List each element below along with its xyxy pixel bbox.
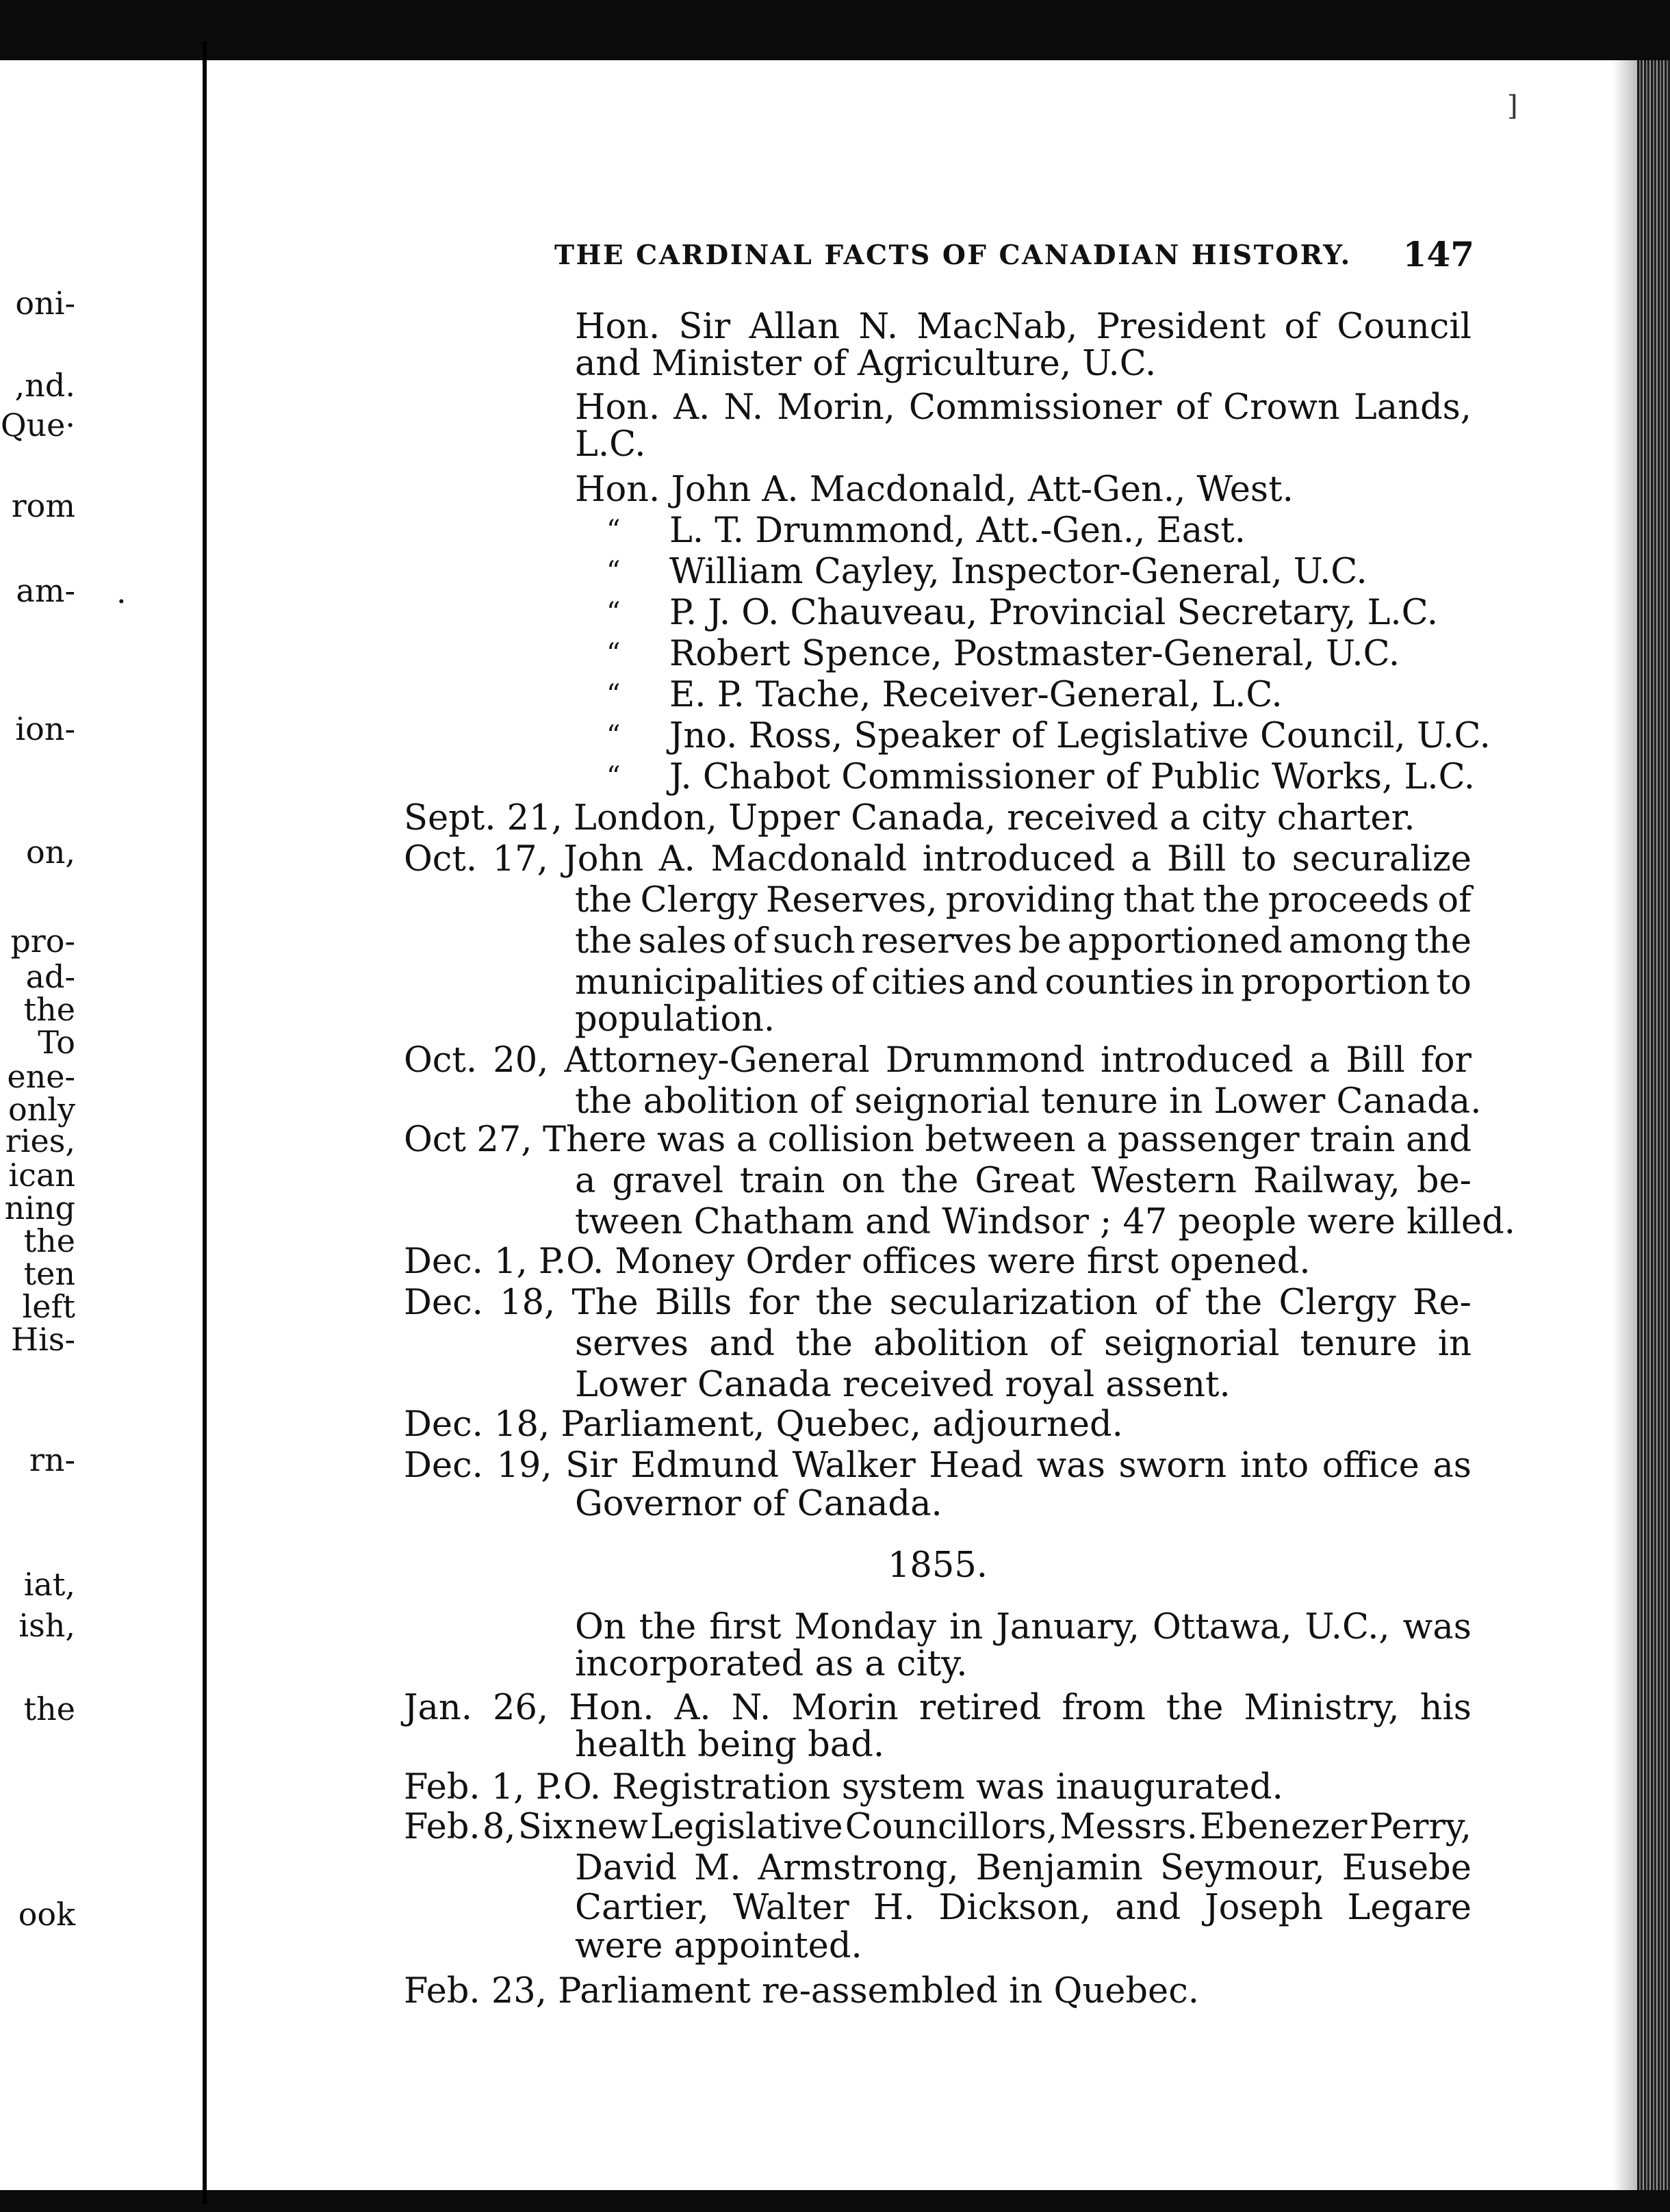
word: Hon. bbox=[575, 307, 660, 347]
word: Oct bbox=[404, 1120, 466, 1160]
text-line: P. J. O. Chauveau, Provincial Secretary, L.C. bbox=[669, 593, 1438, 633]
word: H. bbox=[873, 1888, 915, 1928]
word: Lands, bbox=[1353, 387, 1472, 428]
facing-page-fragment: pro- bbox=[10, 923, 75, 960]
word: John bbox=[563, 839, 644, 879]
text-line: William Cayley, Inspector-General, U.C. bbox=[669, 552, 1367, 592]
word: of bbox=[830, 962, 865, 1003]
text-line: Sept. 21, London, Upper Canada, received a city charter. bbox=[404, 798, 1415, 838]
facing-page-fragment: the bbox=[23, 1690, 75, 1727]
word: Commissioner bbox=[908, 387, 1162, 428]
text-line: Hon. John A. Macdonald, Att-Gen., West. bbox=[575, 470, 1294, 510]
word: of bbox=[1049, 1324, 1083, 1364]
word: Sir bbox=[565, 1445, 617, 1486]
word: President bbox=[1096, 307, 1266, 347]
word: the bbox=[1166, 1688, 1224, 1728]
text-line bbox=[575, 307, 1472, 348]
word: Oct. bbox=[404, 1040, 478, 1081]
word: Clergy bbox=[640, 880, 758, 921]
word: 20, bbox=[493, 1040, 549, 1081]
word: new bbox=[574, 1807, 648, 1847]
ditto-mark: “ bbox=[606, 597, 621, 628]
facing-page-fragment: rom bbox=[11, 487, 75, 524]
word: David bbox=[575, 1848, 678, 1888]
text-line bbox=[575, 880, 1472, 921]
word: Railway, bbox=[1252, 1161, 1400, 1201]
word: Great bbox=[975, 1161, 1075, 1201]
text-line bbox=[404, 1283, 1472, 1324]
word: his bbox=[1420, 1688, 1472, 1728]
word: There bbox=[542, 1120, 647, 1160]
word: a bbox=[736, 1120, 758, 1160]
word: the bbox=[1414, 921, 1472, 962]
word: Oct. bbox=[404, 839, 478, 879]
word: to bbox=[1436, 962, 1472, 1003]
text-line: were appointed. bbox=[575, 1926, 862, 1966]
facing-page-fragment: on, bbox=[26, 834, 75, 871]
year-heading: 1855. bbox=[887, 1545, 988, 1586]
word: Morin bbox=[791, 1688, 899, 1728]
text-line: J. Chabot Commissioner of Public Works, L.C. bbox=[669, 757, 1476, 797]
word: of bbox=[732, 921, 767, 962]
facing-page-fragment: ad- bbox=[25, 958, 75, 995]
word: municipalities bbox=[575, 962, 825, 1003]
word: Armstrong, bbox=[758, 1848, 959, 1888]
word: of bbox=[1154, 1283, 1189, 1323]
word: Drummond bbox=[885, 1040, 1085, 1081]
text-line: Dec. 1, P.O. Money Order offices were first opened. bbox=[404, 1242, 1311, 1282]
word: Legare bbox=[1347, 1888, 1472, 1928]
word: on bbox=[841, 1161, 885, 1201]
text-line bbox=[575, 1848, 1472, 1889]
word: that bbox=[1123, 880, 1195, 921]
word: MacNab, bbox=[916, 307, 1078, 347]
word: train bbox=[1310, 1120, 1396, 1160]
text-line: L.C. bbox=[575, 424, 646, 465]
facing-page-fragment: rn- bbox=[29, 1441, 75, 1478]
facing-page-fragment: am- bbox=[16, 572, 75, 609]
facing-page-fragment: ,nd. bbox=[14, 367, 75, 404]
word: a bbox=[1130, 839, 1152, 879]
word: into bbox=[1239, 1445, 1309, 1486]
text-line: Jno. Ross, Speaker of Legislative Council, U.C. bbox=[669, 716, 1491, 756]
word: and bbox=[972, 962, 1038, 1003]
word: proportion bbox=[1241, 962, 1430, 1003]
text-line bbox=[575, 387, 1472, 428]
word: N. bbox=[723, 387, 764, 428]
ditto-mark: “ bbox=[606, 761, 621, 793]
text-line: Governor of Canada. bbox=[575, 1484, 942, 1524]
text-line: health being bad. bbox=[575, 1725, 885, 1765]
ditto-mark: “ bbox=[606, 556, 621, 587]
word: Cartier, bbox=[575, 1888, 709, 1928]
word: was bbox=[1036, 1445, 1105, 1486]
word: as bbox=[1433, 1445, 1472, 1486]
word: Walker bbox=[792, 1445, 916, 1486]
text-line bbox=[404, 839, 1472, 880]
word: of bbox=[1437, 880, 1472, 921]
running-head: THE CARDINAL FACTS OF CANADIAN HISTORY. bbox=[554, 240, 1352, 271]
word: securalize bbox=[1292, 839, 1472, 879]
word: be bbox=[1018, 921, 1062, 962]
facing-page-fragment: ook bbox=[18, 1896, 75, 1933]
word: U.C., bbox=[1305, 1607, 1390, 1647]
word: of bbox=[1175, 387, 1210, 428]
word: Councillors, bbox=[845, 1807, 1058, 1847]
text-line: Feb. 1, P.O. Registration system was inaugurated. bbox=[404, 1767, 1283, 1808]
word: counties bbox=[1044, 962, 1194, 1003]
word: Western bbox=[1091, 1161, 1237, 1201]
word: in bbox=[1200, 962, 1235, 1003]
word: secularization bbox=[889, 1283, 1138, 1323]
word: reserves bbox=[861, 921, 1012, 962]
word: Bill bbox=[1166, 839, 1226, 879]
word: Head bbox=[929, 1445, 1024, 1486]
text-line bbox=[575, 1324, 1472, 1365]
text-line bbox=[404, 1040, 1472, 1081]
word: for bbox=[748, 1283, 799, 1323]
word: 18, bbox=[500, 1283, 556, 1323]
word: N. bbox=[858, 307, 899, 347]
facing-page-fragment: ish, bbox=[18, 1607, 75, 1644]
text-line: E. P. Tache, Receiver-General, L.C. bbox=[669, 675, 1283, 715]
word: Seymour, bbox=[1159, 1848, 1325, 1888]
word: Eusebe bbox=[1341, 1848, 1472, 1888]
text-line bbox=[404, 1688, 1472, 1729]
word: Allan bbox=[749, 307, 840, 347]
word: the bbox=[1205, 1283, 1263, 1323]
word: first bbox=[709, 1607, 782, 1647]
text-line bbox=[575, 1888, 1472, 1929]
text-line: the abolition of seignorial tenure in Lower Canada. bbox=[575, 1081, 1482, 1122]
page-header bbox=[554, 234, 1474, 275]
word: introduced bbox=[922, 839, 1116, 879]
word: and bbox=[709, 1324, 775, 1364]
word: the bbox=[1203, 880, 1260, 921]
word: office bbox=[1322, 1445, 1420, 1486]
word: a bbox=[1309, 1040, 1331, 1081]
word: collision bbox=[767, 1120, 914, 1160]
word: Ottawa, bbox=[1152, 1607, 1292, 1647]
word: 17, bbox=[492, 839, 548, 879]
word: Crown bbox=[1223, 387, 1340, 428]
word: serves bbox=[575, 1324, 689, 1364]
word: Jan. bbox=[404, 1688, 472, 1728]
page-number: 147 bbox=[1402, 234, 1474, 274]
ditto-mark: “ bbox=[606, 638, 621, 669]
text-line: Lower Canada received royal assent. bbox=[575, 1365, 1231, 1405]
word: the bbox=[901, 1161, 959, 1201]
word: and bbox=[1115, 1888, 1181, 1928]
word: was bbox=[657, 1120, 726, 1160]
word: Dec. bbox=[404, 1283, 483, 1323]
word: Sir bbox=[678, 307, 731, 347]
facing-page-fragment: left bbox=[22, 1288, 75, 1325]
word: passenger bbox=[1117, 1120, 1300, 1160]
word: between bbox=[925, 1120, 1076, 1160]
word: A. bbox=[673, 387, 710, 428]
word: the bbox=[575, 921, 632, 962]
text-line: L. T. Drummond, Att.-Gen., East. bbox=[669, 511, 1246, 551]
facing-page-fragment: ten bbox=[23, 1255, 75, 1292]
word: N. bbox=[731, 1688, 771, 1728]
facing-page-fragment: the bbox=[23, 991, 75, 1028]
word: the bbox=[575, 880, 632, 921]
word: Ministry, bbox=[1244, 1688, 1400, 1728]
word: be- bbox=[1416, 1161, 1472, 1201]
word: sworn bbox=[1118, 1445, 1227, 1486]
word: Macdonald bbox=[710, 839, 908, 879]
word: train bbox=[740, 1161, 825, 1201]
word: Edmund bbox=[630, 1445, 779, 1486]
word: cities bbox=[871, 962, 966, 1003]
word: tenure bbox=[1300, 1324, 1417, 1364]
facing-page-fragment: oni- bbox=[15, 285, 75, 322]
text-line: Feb. 23, Parliament re-assembled in Quebec. bbox=[404, 1971, 1199, 2011]
ditto-mark: “ bbox=[606, 720, 621, 751]
word: Ebenezer bbox=[1200, 1807, 1367, 1847]
word: a bbox=[575, 1161, 596, 1201]
word: 26, bbox=[493, 1688, 549, 1728]
text-line bbox=[404, 1807, 1472, 1848]
word: proceeds bbox=[1268, 880, 1430, 921]
text-line bbox=[575, 1161, 1472, 1202]
word: sales bbox=[638, 921, 727, 962]
word: Re- bbox=[1413, 1283, 1472, 1323]
word: introduced bbox=[1101, 1040, 1294, 1081]
text-line bbox=[575, 1607, 1472, 1648]
word: such bbox=[773, 921, 856, 962]
facing-page-fragment: the bbox=[23, 1222, 75, 1259]
word: retired bbox=[918, 1688, 1042, 1728]
text-line: Robert Spence, Postmaster-General, U.C. bbox=[669, 634, 1400, 674]
facing-page-fragment: ion- bbox=[15, 710, 75, 747]
word: and bbox=[1406, 1120, 1472, 1160]
text-line bbox=[575, 921, 1472, 962]
word: Messrs. bbox=[1059, 1807, 1198, 1847]
word: a bbox=[1086, 1120, 1107, 1160]
facing-page-fragment: iat, bbox=[23, 1566, 75, 1603]
word: Feb. bbox=[404, 1807, 480, 1847]
word: in bbox=[1437, 1324, 1472, 1364]
word: Bills bbox=[654, 1283, 732, 1323]
word: of bbox=[1284, 307, 1319, 347]
facing-page-fragment: ries, bbox=[5, 1122, 75, 1159]
text-line bbox=[404, 1120, 1472, 1161]
facing-page-fragment: ican bbox=[8, 1157, 75, 1194]
word: 19, bbox=[496, 1445, 552, 1486]
word: Walter bbox=[732, 1888, 849, 1928]
facing-page-fragment: ene- bbox=[7, 1058, 75, 1095]
word: Perry, bbox=[1369, 1807, 1472, 1847]
word: Dec. bbox=[404, 1445, 483, 1486]
facing-page-fragment: His- bbox=[11, 1321, 75, 1358]
word: Dickson, bbox=[938, 1888, 1092, 1928]
scan-border-top bbox=[0, 0, 1670, 60]
word: Clergy bbox=[1279, 1283, 1396, 1323]
text-line bbox=[575, 962, 1472, 1003]
word: Attorney-General bbox=[564, 1040, 870, 1081]
edge-mark: ] bbox=[1507, 90, 1518, 122]
word: 8, bbox=[482, 1807, 516, 1847]
word: Monday bbox=[794, 1607, 937, 1647]
word: Hon. bbox=[569, 1688, 654, 1728]
word: Hon. bbox=[575, 387, 660, 428]
facing-page-fragment: Que· bbox=[0, 407, 75, 443]
word: M. bbox=[694, 1848, 741, 1888]
word: for bbox=[1420, 1040, 1472, 1081]
word: A. bbox=[674, 1688, 711, 1728]
word: in bbox=[949, 1607, 984, 1647]
word: Joseph bbox=[1205, 1888, 1324, 1928]
facing-page-fragment: ning bbox=[4, 1189, 75, 1226]
word: apportioned bbox=[1067, 921, 1283, 962]
facing-page-fragment: . bbox=[116, 574, 127, 610]
word: A. bbox=[658, 839, 695, 879]
word: seignorial bbox=[1104, 1324, 1280, 1364]
text-line: tween Chatham and Windsor ; 47 people were killed. bbox=[575, 1202, 1515, 1242]
word: Six bbox=[517, 1807, 573, 1847]
word: the bbox=[639, 1607, 697, 1647]
facing-page-fragment: To bbox=[38, 1024, 75, 1061]
word: the bbox=[815, 1283, 873, 1323]
word: to bbox=[1241, 839, 1277, 879]
facing-page-fragment: only bbox=[8, 1091, 75, 1128]
word: the bbox=[795, 1324, 853, 1364]
book-gutter-line bbox=[203, 41, 207, 2204]
ditto-mark: “ bbox=[606, 679, 621, 710]
word: Reserves, bbox=[765, 880, 938, 921]
word: Legislative bbox=[650, 1807, 843, 1847]
word: Morin, bbox=[777, 387, 895, 428]
text-line: Dec. 18, Parliament, Quebec, adjourned. bbox=[404, 1404, 1123, 1445]
word: gravel bbox=[612, 1161, 724, 1201]
ditto-mark: “ bbox=[606, 515, 621, 546]
text-line: population. bbox=[575, 999, 775, 1040]
word: providing bbox=[945, 880, 1115, 921]
word: from bbox=[1062, 1688, 1146, 1728]
word: Council bbox=[1337, 307, 1472, 347]
word: among bbox=[1288, 921, 1409, 962]
word: abolition bbox=[873, 1324, 1029, 1364]
word: On bbox=[575, 1607, 626, 1647]
text-line: and Minister of Agriculture, U.C. bbox=[575, 344, 1157, 384]
word: January, bbox=[996, 1607, 1140, 1647]
text-line bbox=[404, 1445, 1472, 1487]
word: 27, bbox=[476, 1120, 532, 1160]
word: Benjamin bbox=[975, 1848, 1143, 1888]
text-line: incorporated as a city. bbox=[575, 1644, 968, 1684]
word: was bbox=[1402, 1607, 1472, 1647]
word: Bill bbox=[1346, 1040, 1405, 1081]
word: The bbox=[571, 1283, 639, 1323]
scan-border-bottom bbox=[0, 2190, 1670, 2212]
